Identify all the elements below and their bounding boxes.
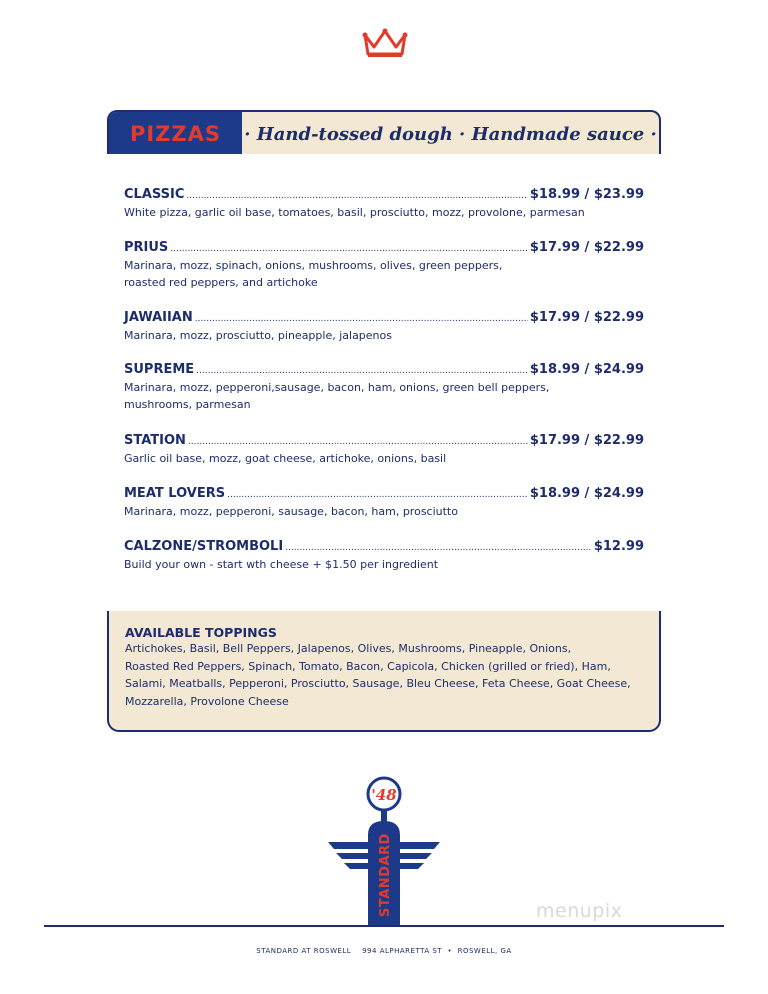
watermark: menupix <box>536 900 623 922</box>
item-description: Build your own - start wth cheese + $1.50 per ingredient <box>124 558 439 571</box>
tagline: · Hand-tossed dough · Handmade sauce · <box>244 123 657 145</box>
item-price: $18.99 / $24.99 <box>529 486 644 501</box>
section-title: PIZZAS <box>129 122 222 146</box>
menu-item <box>124 187 644 221</box>
item-description: Marinara, mozz, pepperoni,sausage, bacon, ham, onions, green bell peppers, mushrooms, parmesan <box>124 381 550 411</box>
menu-item <box>124 310 644 344</box>
item-name: STATION <box>124 433 186 448</box>
menu-item <box>124 539 644 573</box>
leader-dots <box>170 244 528 254</box>
item-description: Garlic oil base, mozz, goat cheese, artichoke, onions, basil <box>124 452 447 465</box>
leader-dots <box>195 314 528 324</box>
toppings-line: Mozzarella, Provolone Cheese <box>125 694 289 708</box>
toppings-line: Artichokes, Basil, Bell Peppers, Jalapenos, Olives, Mushrooms, Pineapple, Onions, <box>125 642 572 655</box>
toppings-line: Salami, Meatballs, Pepperoni, Prosciutto, Sausage, Bleu Cheese, Feta Cheese, Goat Cheese, <box>125 677 631 690</box>
menu-item <box>124 433 644 467</box>
tagline-box <box>242 112 659 154</box>
item-name: PRIUS <box>124 240 169 255</box>
item-description: White pizza, garlic oil base, tomatoes, basil, prosciutto, mozz, provolone, parmesan <box>124 206 585 219</box>
item-name: SUPREME <box>124 362 195 377</box>
toppings-box <box>107 611 661 732</box>
leader-dots <box>186 191 527 201</box>
item-name: JAWAIIAN <box>124 310 193 325</box>
item-price: $17.99 / $22.99 <box>529 240 644 255</box>
crown-icon <box>362 27 408 59</box>
item-price: $18.99 / $24.99 <box>529 362 644 377</box>
toppings-title: AVAILABLE TOPPINGS <box>125 625 277 640</box>
section-title-box <box>109 112 242 154</box>
leader-dots <box>196 366 528 376</box>
footer-address: STANDARD AT ROSWELL 994 ALPHARETTA ST • ROSWELL, GA <box>256 947 512 955</box>
item-description: Marinara, mozz, spinach, onions, mushrooms, olives, green peppers, roasted red peppers, and artichoke <box>124 259 503 289</box>
section-banner <box>107 110 661 154</box>
toppings-line: Roasted Red Peppers, Spinach, Tomato, Bacon, Capicola, Chicken (grilled or fried), Ham, <box>125 659 611 673</box>
leader-dots <box>285 543 592 553</box>
item-price: $17.99 / $22.99 <box>529 433 644 448</box>
item-name: MEAT LOVERS <box>124 486 226 501</box>
logo-badge: '48 <box>371 786 397 804</box>
leader-dots <box>188 437 528 447</box>
item-name: CLASSIC <box>124 187 185 202</box>
item-price: $12.99 <box>593 539 644 554</box>
logo-wordmark: STANDARD <box>378 833 393 917</box>
menu-item <box>124 240 644 291</box>
menu-item <box>124 486 644 520</box>
standard-logo <box>328 775 440 925</box>
menu-item <box>124 362 644 413</box>
item-description: Marinara, mozz, pepperoni, sausage, bacon, ham, prosciutto <box>124 505 458 518</box>
item-description: Marinara, mozz, prosciutto, pineapple, jalapenos <box>124 329 392 342</box>
item-price: $18.99 / $23.99 <box>529 187 644 202</box>
item-price: $17.99 / $22.99 <box>529 310 644 325</box>
leader-dots <box>227 490 528 500</box>
item-name: CALZONE/STROMBOLI <box>124 539 284 554</box>
footer-rule <box>44 925 724 927</box>
